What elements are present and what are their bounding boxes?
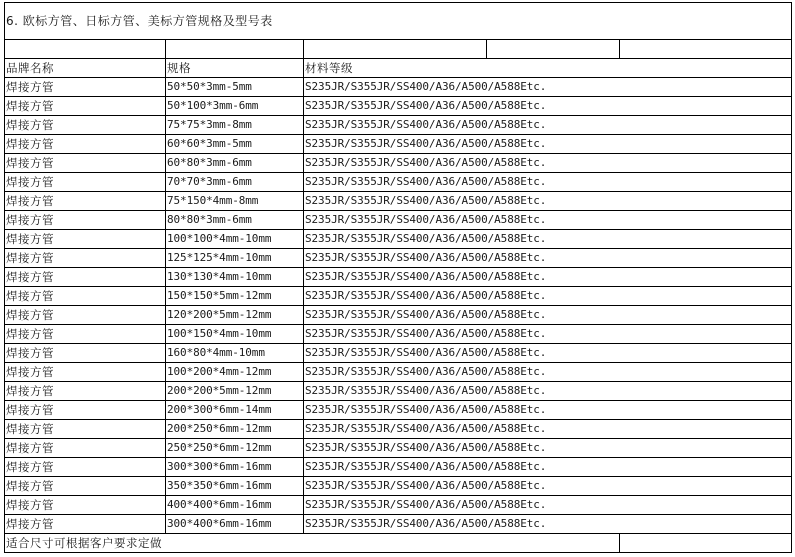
brand-cell: 焊接方管	[5, 325, 166, 344]
spec-cell: 125*125*4mm-10mm	[166, 249, 304, 268]
brand-cell: 焊接方管	[5, 154, 166, 173]
table-row	[5, 211, 792, 230]
brand-cell: 焊接方管	[5, 230, 166, 249]
blank-cell	[5, 40, 166, 59]
spec-cell: 60*60*3mm-5mm	[166, 135, 304, 154]
material-grade-cell: S235JR/S355JR/SS400/A36/A500/A588Etc.	[304, 344, 792, 363]
material-grade-cell: S235JR/S355JR/SS400/A36/A500/A588Etc.	[304, 230, 792, 249]
spec-cell: 250*250*6mm-12mm	[166, 439, 304, 458]
brand-cell: 焊接方管	[5, 420, 166, 439]
table-row	[5, 230, 792, 249]
header-brand: 品牌名称	[5, 59, 166, 78]
brand-cell: 焊接方管	[5, 97, 166, 116]
material-grade-cell: S235JR/S355JR/SS400/A36/A500/A588Etc.	[304, 420, 792, 439]
material-grade-cell: S235JR/S355JR/SS400/A36/A500/A588Etc.	[304, 268, 792, 287]
brand-cell: 焊接方管	[5, 496, 166, 515]
spec-cell: 50*100*3mm-6mm	[166, 97, 304, 116]
brand-cell: 焊接方管	[5, 287, 166, 306]
brand-cell: 焊接方管	[5, 363, 166, 382]
spec-cell: 70*70*3mm-6mm	[166, 173, 304, 192]
material-grade-cell: S235JR/S355JR/SS400/A36/A500/A588Etc.	[304, 401, 792, 420]
material-grade-cell: S235JR/S355JR/SS400/A36/A500/A588Etc.	[304, 325, 792, 344]
spec-cell: 350*350*6mm-16mm	[166, 477, 304, 496]
header-row	[5, 59, 792, 78]
header-spec: 规格	[166, 59, 304, 78]
table-title: 6. 欧标方管、日标方管、美标方管规格及型号表	[5, 3, 792, 40]
table-row	[5, 173, 792, 192]
table-row	[5, 268, 792, 287]
material-grade-cell: S235JR/S355JR/SS400/A36/A500/A588Etc.	[304, 496, 792, 515]
footer-note: 适合尺寸可根据客户要求定做	[5, 534, 620, 553]
material-grade-cell: S235JR/S355JR/SS400/A36/A500/A588Etc.	[304, 306, 792, 325]
brand-cell: 焊接方管	[5, 268, 166, 287]
table-row	[5, 363, 792, 382]
table-row	[5, 154, 792, 173]
material-grade-cell: S235JR/S355JR/SS400/A36/A500/A588Etc.	[304, 192, 792, 211]
material-grade-cell: S235JR/S355JR/SS400/A36/A500/A588Etc.	[304, 173, 792, 192]
material-grade-cell: S235JR/S355JR/SS400/A36/A500/A588Etc.	[304, 382, 792, 401]
spec-cell: 130*130*4mm-10mm	[166, 268, 304, 287]
brand-cell: 焊接方管	[5, 439, 166, 458]
brand-cell: 焊接方管	[5, 306, 166, 325]
material-grade-cell: S235JR/S355JR/SS400/A36/A500/A588Etc.	[304, 477, 792, 496]
spec-cell: 80*80*3mm-6mm	[166, 211, 304, 230]
spec-cell: 200*200*5mm-12mm	[166, 382, 304, 401]
material-grade-cell: S235JR/S355JR/SS400/A36/A500/A588Etc.	[304, 287, 792, 306]
table-row	[5, 116, 792, 135]
blank-cell	[620, 40, 792, 59]
material-grade-cell: S235JR/S355JR/SS400/A36/A500/A588Etc.	[304, 249, 792, 268]
material-grade-cell: S235JR/S355JR/SS400/A36/A500/A588Etc.	[304, 116, 792, 135]
blank-cell	[487, 40, 620, 59]
table-row	[5, 344, 792, 363]
spec-cell: 100*200*4mm-12mm	[166, 363, 304, 382]
table-row	[5, 306, 792, 325]
brand-cell: 焊接方管	[5, 249, 166, 268]
brand-cell: 焊接方管	[5, 344, 166, 363]
table-row	[5, 515, 792, 534]
table-row	[5, 401, 792, 420]
spec-cell: 100*150*4mm-10mm	[166, 325, 304, 344]
header-material-grade: 材料等级	[304, 59, 792, 78]
table-row	[5, 325, 792, 344]
footer-row	[5, 534, 792, 553]
blank-row	[5, 40, 792, 59]
brand-cell: 焊接方管	[5, 401, 166, 420]
brand-cell: 焊接方管	[5, 477, 166, 496]
brand-cell: 焊接方管	[5, 211, 166, 230]
spec-cell: 150*150*5mm-12mm	[166, 287, 304, 306]
brand-cell: 焊接方管	[5, 382, 166, 401]
spec-cell: 60*80*3mm-6mm	[166, 154, 304, 173]
spec-cell: 200*300*6mm-14mm	[166, 401, 304, 420]
spec-cell: 75*75*3mm-8mm	[166, 116, 304, 135]
material-grade-cell: S235JR/S355JR/SS400/A36/A500/A588Etc.	[304, 363, 792, 382]
spec-cell: 75*150*4mm-8mm	[166, 192, 304, 211]
title-row	[5, 3, 792, 40]
spec-cell: 300*300*6mm-16mm	[166, 458, 304, 477]
table-row	[5, 78, 792, 97]
spec-cell: 120*200*5mm-12mm	[166, 306, 304, 325]
material-grade-cell: S235JR/S355JR/SS400/A36/A500/A588Etc.	[304, 439, 792, 458]
blank-cell	[304, 40, 487, 59]
material-grade-cell: S235JR/S355JR/SS400/A36/A500/A588Etc.	[304, 211, 792, 230]
brand-cell: 焊接方管	[5, 458, 166, 477]
brand-cell: 焊接方管	[5, 116, 166, 135]
material-grade-cell: S235JR/S355JR/SS400/A36/A500/A588Etc.	[304, 97, 792, 116]
spec-cell: 50*50*3mm-5mm	[166, 78, 304, 97]
table-row	[5, 477, 792, 496]
table-row	[5, 97, 792, 116]
material-grade-cell: S235JR/S355JR/SS400/A36/A500/A588Etc.	[304, 135, 792, 154]
table-row	[5, 287, 792, 306]
material-grade-cell: S235JR/S355JR/SS400/A36/A500/A588Etc.	[304, 458, 792, 477]
spec-table	[4, 2, 792, 553]
spec-cell: 100*100*4mm-10mm	[166, 230, 304, 249]
table-row	[5, 192, 792, 211]
table-row	[5, 382, 792, 401]
material-grade-cell: S235JR/S355JR/SS400/A36/A500/A588Etc.	[304, 154, 792, 173]
blank-cell	[166, 40, 304, 59]
table-row	[5, 135, 792, 154]
spec-cell: 300*400*6mm-16mm	[166, 515, 304, 534]
brand-cell: 焊接方管	[5, 78, 166, 97]
brand-cell: 焊接方管	[5, 515, 166, 534]
brand-cell: 焊接方管	[5, 173, 166, 192]
material-grade-cell: S235JR/S355JR/SS400/A36/A500/A588Etc.	[304, 78, 792, 97]
table-row	[5, 439, 792, 458]
spec-cell: 160*80*4mm-10mm	[166, 344, 304, 363]
table-row	[5, 249, 792, 268]
spec-cell: 400*400*6mm-16mm	[166, 496, 304, 515]
spec-cell: 200*250*6mm-12mm	[166, 420, 304, 439]
table-row	[5, 496, 792, 515]
table-row	[5, 420, 792, 439]
blank-cell	[620, 534, 792, 553]
brand-cell: 焊接方管	[5, 135, 166, 154]
material-grade-cell: S235JR/S355JR/SS400/A36/A500/A588Etc.	[304, 515, 792, 534]
brand-cell: 焊接方管	[5, 192, 166, 211]
table-row	[5, 458, 792, 477]
